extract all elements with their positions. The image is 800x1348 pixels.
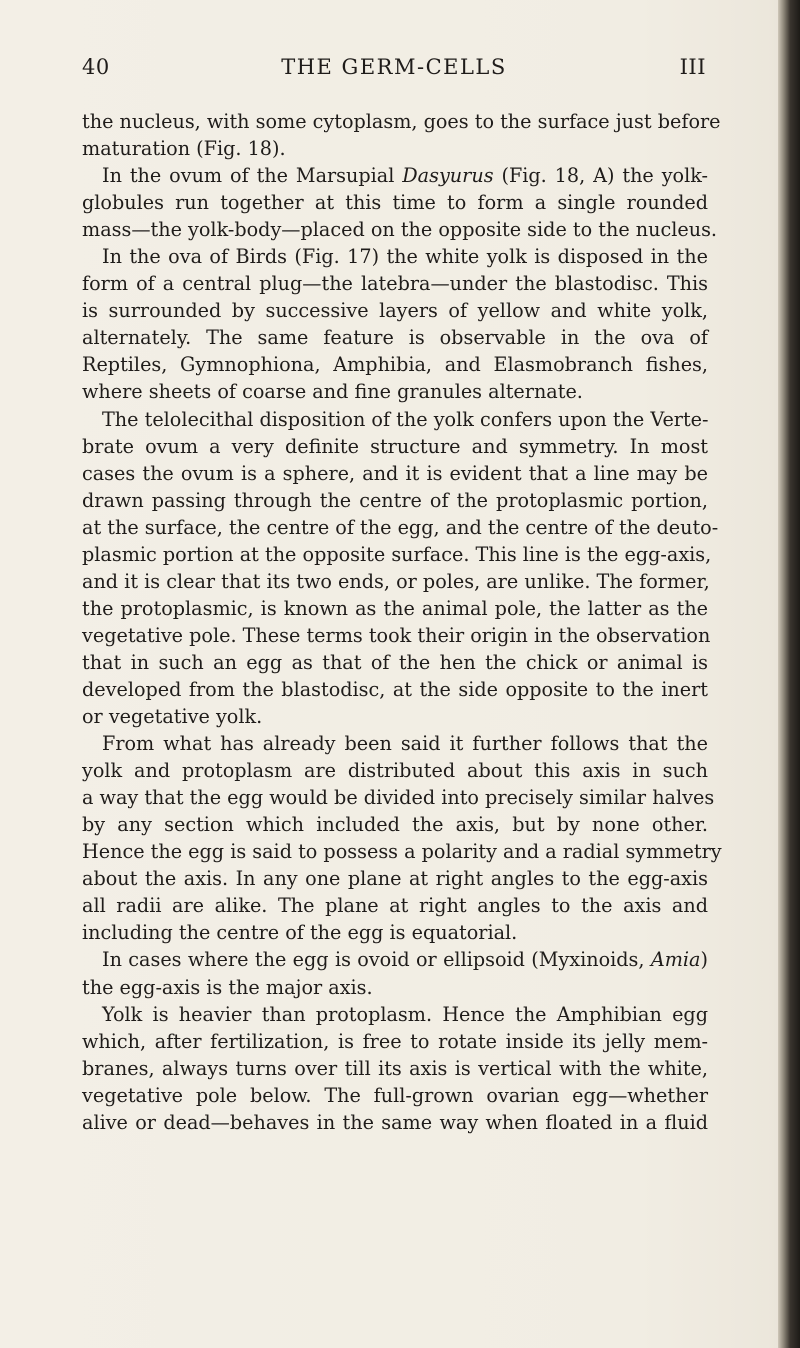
page-header [82,55,706,87]
text-line: yolk and protoplasm are distributed about this axis in such [82,759,708,783]
text-line: In the ova of Birds (Fig. 17) the white yolk is disposed in the [102,245,708,269]
text-line: including the centre of the egg is equatorial. [82,921,518,945]
text-line: all radii are alike. The plane at right angles to the axis and [82,894,708,918]
text-line: that in such an egg as that of the hen the chick or animal is [82,650,708,674]
text-line: or vegetative yolk. [82,705,263,729]
text-line: vegetative pole below. The full-grown ovarian egg—whether [82,1083,708,1107]
text-line: Reptiles, Gymnophiona, Amphibia, and Elasmobranch fishes, [82,353,708,377]
book-binding-edge [778,0,800,1348]
text-line: which, after fertilization, is free to rotate inside its jelly mem- [82,1029,708,1053]
text-line: Hence the egg is said to possess a polarity and a radial symmetry [82,840,722,864]
text-line: plasmic portion at the opposite surface. This line is the egg-axis, [82,542,712,566]
text-line: about the axis. In any one plane at right angles to the egg-axis [82,867,708,891]
page-number: 40 [82,55,110,79]
text-line: cases the ovum is a sphere, and it is evident that a line may be [82,461,708,485]
text-line: In cases where the egg is ovoid or ellipsoid (Myxinoids, Amia) [102,948,708,972]
text-line: The telolecithal disposition of the yolk confers upon the Verte- [102,407,709,431]
text-line: In the ovum of the Marsupial Dasyurus (Fig. 18, A) the yolk- [102,164,708,188]
body-text [82,108,722,1136]
text-line: Yolk is heavier than protoplasm. Hence the Amphibian egg [102,1002,708,1026]
text-line: is surrounded by successive layers of yellow and white yolk, [82,299,708,323]
text-line: developed from the blastodisc, at the side opposite to the inert [82,677,708,701]
text-line: by any section which included the axis, but by none other. [82,813,708,837]
chapter-numeral: III [679,55,706,79]
text-line: mass—the yolk-body—placed on the opposite side to the nucleus. [82,218,718,242]
text-line: form of a central plug—the latebra—under the blastodisc. This [82,272,708,296]
text-line: maturation (Fig. 18). [82,137,286,161]
text-line: the egg-axis is the major axis. [82,975,373,999]
text-line: the protoplasmic, is known as the animal pole, the latter as the [82,596,708,620]
text-line: alternately. The same feature is observable in the ova of [82,326,708,350]
text-line: globules run together at this time to form a single rounded [82,191,708,215]
text-line: From what has already been said it further follows that the [102,732,708,756]
text-line: vegetative pole. These terms took their origin in the observation [82,623,711,647]
text-line: brate ovum a very definite structure and symmetry. In most [82,434,708,458]
text-line: and it is clear that its two ends, or poles, are unlike. The former, [82,569,710,593]
text-line: branes, always turns over till its axis is vertical with the white, [82,1056,708,1080]
text-line: where sheets of coarse and fine granules alternate. [82,380,583,404]
running-title: THE GERM-CELLS [281,55,507,79]
text-line: alive or dead—behaves in the same way when floated in a fluid [82,1110,708,1134]
text-line: the nucleus, with some cytoplasm, goes to the surface just before [82,110,721,133]
text-line: a way that the egg would be divided into precisely similar halves [82,786,715,810]
text-line: at the surface, the centre of the egg, and the centre of the deuto- [82,515,719,539]
text-line: drawn passing through the centre of the protoplasmic portion, [82,488,708,512]
